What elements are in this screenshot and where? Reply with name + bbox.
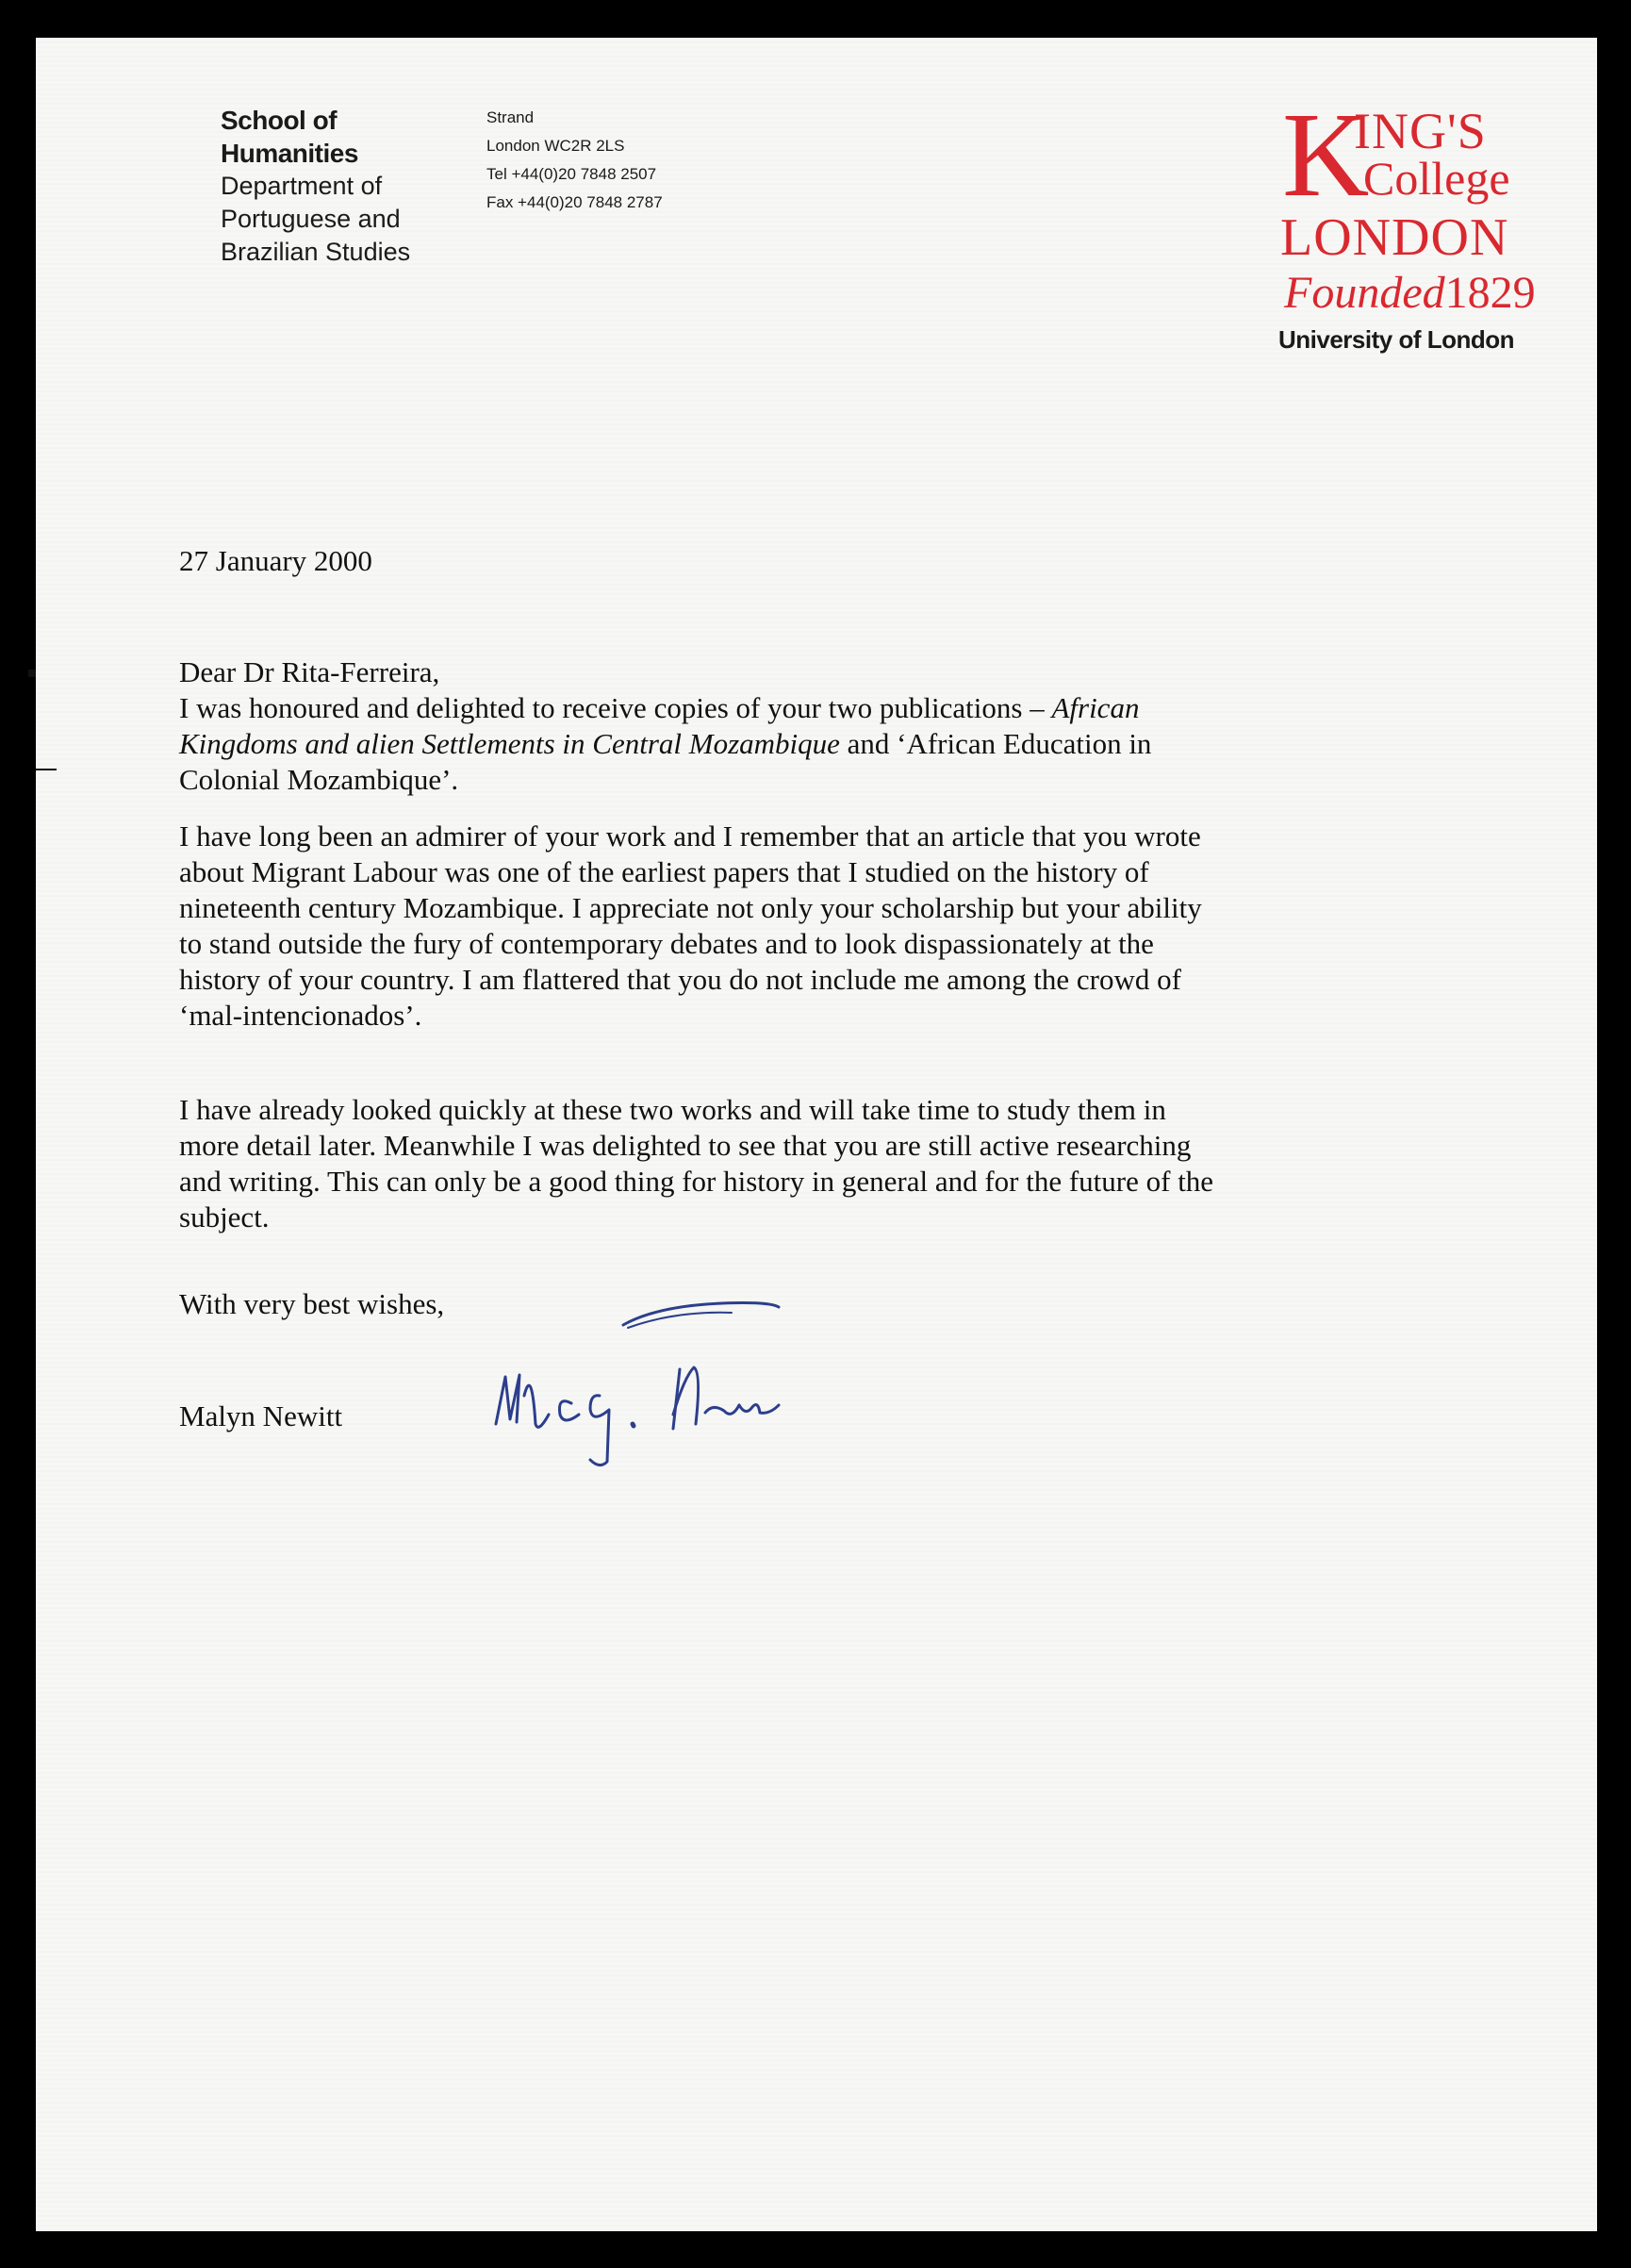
paragraph-line: subject. [179,1200,270,1233]
paragraph-line: I have already looked quickly at these two works and will take time to study them in [179,1093,1166,1126]
school-line: Humanities [221,139,358,168]
text-run: and ‘African Education in [839,727,1152,760]
paragraph-line: ‘mal-intencionados’. [179,999,422,1032]
department-line: Brazilian Studies [221,238,411,266]
department-line: Department of [221,172,383,200]
text-run: I was honoured and delighted to receive copies of your two publications – [179,691,1052,724]
salutation: Dear Dr Rita-Ferreira, [179,655,440,688]
paragraph-line: and writing. This can only be a good thing for history in general and for the future of the [179,1165,1214,1198]
closing: With very best wishes, [179,1287,445,1320]
paragraph-line: I have long been an admirer of your work and I remember that an article that you wrote [179,819,1201,853]
book-title-run: Kingdoms and alien Settlements in Central Mozambique [179,727,840,760]
kings-college-logo [1273,88,1556,331]
address-line: Fax +44(0)20 7848 2787 [486,193,663,211]
logo-college: College [1363,152,1510,205]
paragraph-line: Colonial Mozambique’. [179,763,459,796]
department-line: Portuguese and [221,205,401,233]
paragraph-line: about Migrant Labour was one of the earliest papers that I studied on the history of [179,855,1149,888]
logo-founded-year: 1829 [1444,268,1536,318]
paragraph-line [179,726,1405,762]
letterhead-address [486,104,663,217]
paragraph-line: nineteenth century Mozambique. I appreciate not only your scholarship but your ability [179,891,1202,924]
school-line: School of [221,106,338,135]
scan-edge-mark [28,670,36,677]
address-line: Tel +44(0)20 7848 2507 [486,165,657,183]
paragraph-line: history of your country. I am flattered that you do not include me among the crowd of [179,963,1181,996]
address-line: London WC2R 2LS [486,137,625,155]
paragraph-line: to stand outside the fury of contemporary debates and to look dispassionately at the [179,927,1154,960]
logo-ings: ING'S [1354,103,1487,159]
sender-name: Malyn Newitt [179,1399,343,1432]
handwritten-signature [458,1283,901,1481]
paragraph-2 [179,819,1405,1034]
logo-founded-word: Founded [1284,268,1445,318]
paragraph-1 [179,690,1405,798]
paragraph-line [179,690,1405,726]
address-line: Strand [486,108,535,126]
logo-kings-mark [1273,88,1556,222]
book-title-run: African [1051,691,1140,724]
logo-london: LONDON [1280,208,1509,267]
university-name: University of London [1278,325,1514,354]
scan-edge-mark [36,769,57,770]
letter-date: 27 January 2000 [179,544,372,577]
paragraph-line: more detail later. Meanwhile I was delighted to see that you are still active researching [179,1129,1192,1162]
letterhead-school [221,104,410,269]
paragraph-3 [179,1092,1405,1235]
logo-founded [1284,266,1556,331]
logo-k: K [1282,88,1370,222]
